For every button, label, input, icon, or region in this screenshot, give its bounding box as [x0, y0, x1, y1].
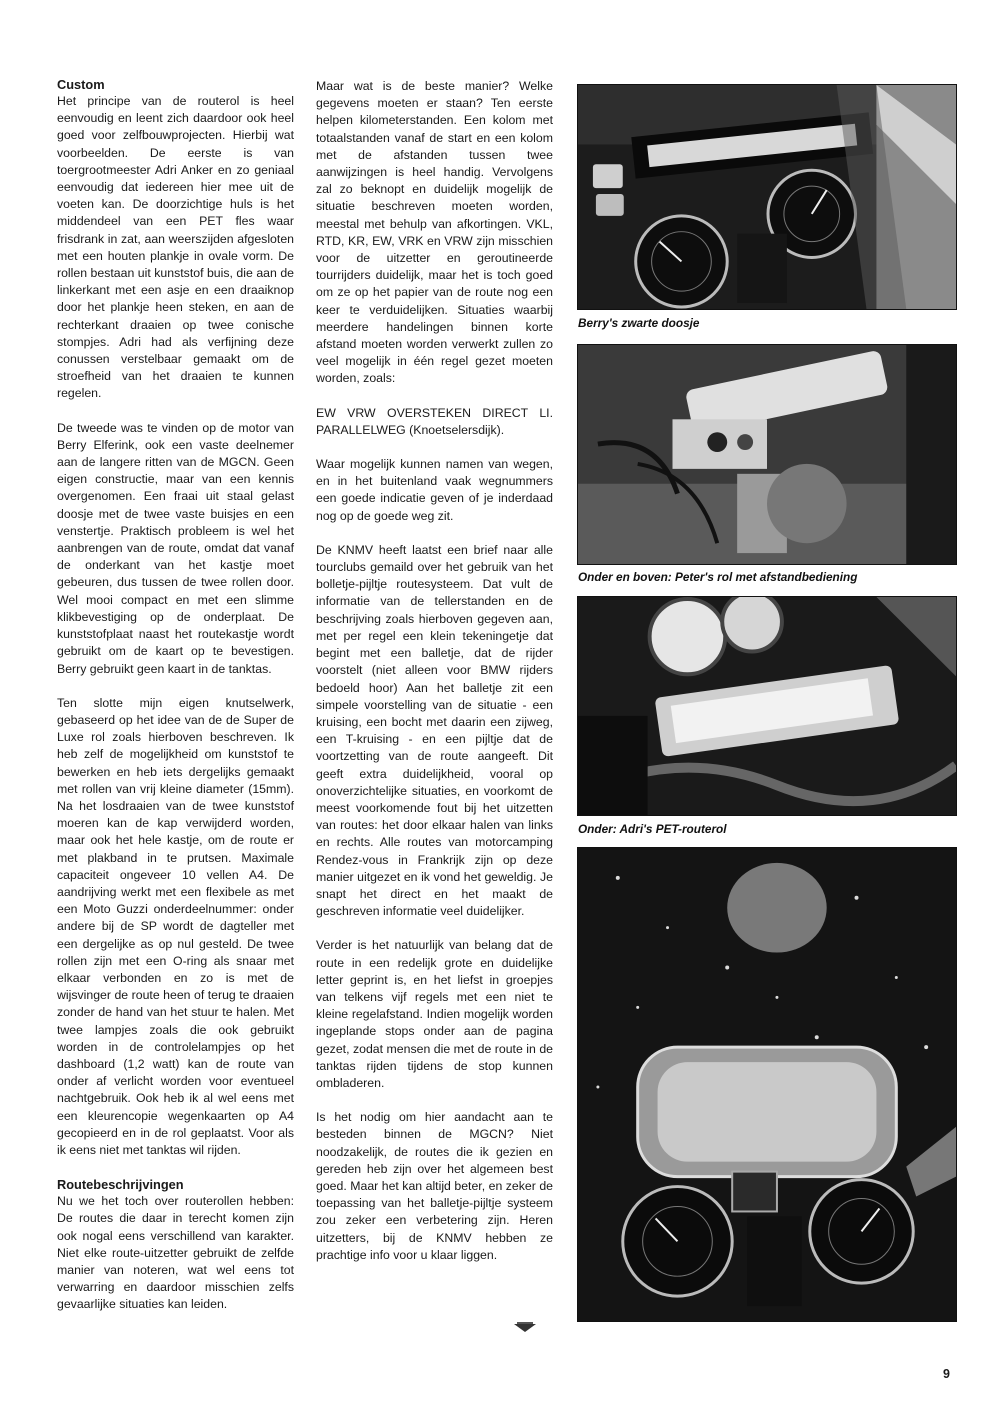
photo-adri-pet-roll — [577, 847, 957, 1322]
photo-peter-roll-dashboard — [577, 596, 957, 816]
paragraph: Maar wat is de beste manier? Welke gegevens moeten er staan? Ten eerste helpen kilometerstanden. Een kolom met totaalstanden vanaf de start en een kolom met de afstanden tussen twee aanwijzingen is heel handig. Vervolgens zal zo beknopt en duidelijk mogelijk de situatie beschreven moeten worden, meestal met behulp van afkortingen. VKL, RTD, KR, EW, VRK en VRW zijn misschien voor de uitzetter en geroutineerde tourrijders duidelijk, maar het is toch goed om ze op het papier van de route nog een keer te verduidelijken. Situaties waarbij meerdere handelingen binnen korte afstand moeten worden verwerkt zullen zo veel mogelijk in één regel gezet moeten worden, zoals: — [316, 79, 553, 386]
caption: Onder en boven: Peter's rol met afstandbediening — [578, 570, 858, 584]
paragraph: Verder is het natuurlijk van belang dat de route in een redelijk grote en duidelijke letter geprint is, en het liefst in groepjes van telkens vijf regels met een niet te kleine regelafstand. Indien mogelijk worden ingeplande stops onder aan de pagina gezet, zodat mensen die met de route in de tanktas rijden tijdens de stop kunnen ombladeren. — [316, 938, 553, 1090]
paragraph: Het principe van de routerol is heel eenvoudig en leent zich daardoor ook heel goed voor zelfbouwprojecten. Hierbij wat voorbeelden. De eerste is van toergrootmeester Adri Anker en zo geniaal eenvoudig dat iedereen hier mee uit de voeten kan. De doorzichtige huls is het middendeel van een PET fles waar frisdrank in zat, aan weerszijden afgesloten met een houten plankje in ovale vorm. De rollen bestaan uit kunststof buis, die aan de linkerkant met een asje en een draaiknop door het plankje heen steken, en aan de rechterkant draaien op twee conische stompjes. Adri had als verfijning deze conussen verstelbaar gemaakt om de stroefheid van het draaien te kunnen regelen. — [57, 94, 294, 401]
decorative-ornament-icon — [513, 1321, 537, 1333]
paragraph: De tweede was te vinden op de motor van Berry Elferink, ook een vaste deelnemer aan de langere ritten van de MGCN. Geen eigen constructie, maar van een kennis overgenomen. Een fraai uit staal gelast doosje met de twee vaste buisjes en een venstertje. Praktisch probleem is wel het aanbrengen van de route, omdat dat vanaf de onderkant van het kastje moet gebeuren, dus tussen de twee rollen door. Wel mooi compact en met een slimme klikbevestiging op de onderplaat. De kunststofplaat naast het routekastje wordt gebruikt om de kaart op te bevestigen. Berry gebruikt geen kaart in de tanktas. — [57, 420, 294, 676]
photo-berry-box — [577, 84, 957, 310]
caption: Berry's zwarte doosje — [578, 316, 700, 330]
text-column-middle — [316, 78, 553, 1281]
heading-routebeschrijvingen: Routebeschrijvingen — [57, 1177, 184, 1193]
heading-custom: Custom — [57, 77, 105, 92]
caption: Onder: Adri's PET-routerol — [578, 822, 727, 836]
page-number: 9 — [943, 1367, 950, 1381]
text-column-left — [57, 76, 294, 1331]
paragraph: EW VRW OVERSTEKEN DIRECT LI. PARALLELWEG (Knoetselersdijk). — [316, 405, 553, 437]
paragraph: Nu we het toch over routerollen hebben: De routes die daar in terecht komen zijn ook nogal eens verschillend van karakter. Niet elke route-uitzetter gebruikt de zelfde manier van noteren, wat wel eens tot verwarring en daardoor misschien zelfs gevaarlijke situaties kan leiden. — [57, 1194, 294, 1312]
paragraph: Ten slotte mijn eigen knutselwerk, gebaseerd op het idee van de de Super de Luxe rol zoals hierboven beschreven. Ik heb zelf de mogelijkheid om kunststof te bewerken en heb iets dergelijks gemaakt met rollen van vrij kleine diameter (15mm). Na het losdraaien van de twee kunststof moeren kan de kap verwijderd worden, maar ook het hele kastje, om de route er met plakband in te prutsen. Maximale capaciteit ongeveer 10 vellen A4. De aandrijving werkt met een flexibele as met een Moto Guzzi onderdeelnummer: onder andere bij de SP wordt de dagteller met een dergelijke as op nul gesteld. De twee rollen zijn met een O-ring als snaar met elkaar verbonden en zo is met de wijsvinger de route heen of terug te draaien zonder de hand van het stuur te halen. Met twee lampjes zoals die ook gebruikt worden in de controlelampjes op het dashboard (1,2 watt) kan de route van onder af verlicht worden voor eventueel nachtgebruik. Ook heb ik al wel eens met een kleurencopie wegenkaarten op A4 gecopieerd en in de rol geplaatst. Voor als ik eens niet met tanktas wil rijden. — [57, 695, 294, 1157]
paragraph: Is het nodig om hier aandacht aan te besteden binnen de MGCN? Niet noodzakelijk, de routes die ik gezien en gereden heb zijn over het algemeen best goed. Maar het kan altijd beter, en zeker de toepassing van het balletje-pijltje systeem zou zeker een verbetering zijn. Heren uitzetters, bij de KNMV hebben ze prachtige info voor u klaar liggen. — [316, 1110, 553, 1262]
paragraph: De KNMV heeft laatst een brief naar alle tourclubs gemaild over het gebruik van het bolletje-pijltje routesysteem. Dat vult de informatie van de tellerstanden en de beschrijving zoals hierboven gegeven aan, met per regel een klein tekeningetje dat begint met een balletje, dat de rijder voorstelt (niet alleen voor BMW rijders bedoeld hoor) Aan het balletje zit een simpele voorstelling van de situatie - een kruising, een bocht met daarin een zijweg, een T-kruising - en een pijltje dat de voortzetting van de route aangeeft. Dit geeft extra duidelijkheid, vooral op onoverzichtelijke situaties, en voorkomt de meest voorkomende fout bij het uitzetten van routes: het door elkaar halen van links en rechts. Alle routes van motorcamping Rendez-vous in Frankrijk zijn op deze manier uitgezet en ik vond het geweldig. Je snapt het direct en het maakt de geschreven informatie veel duidelijker. — [316, 542, 553, 919]
paragraph: Waar mogelijk kunnen namen van wegen, en in het buitenland vaak wegnummers een goede indicatie geven of je inderdaad nog op de goede weg zit. — [316, 457, 553, 523]
photo-peter-roll — [577, 344, 957, 565]
